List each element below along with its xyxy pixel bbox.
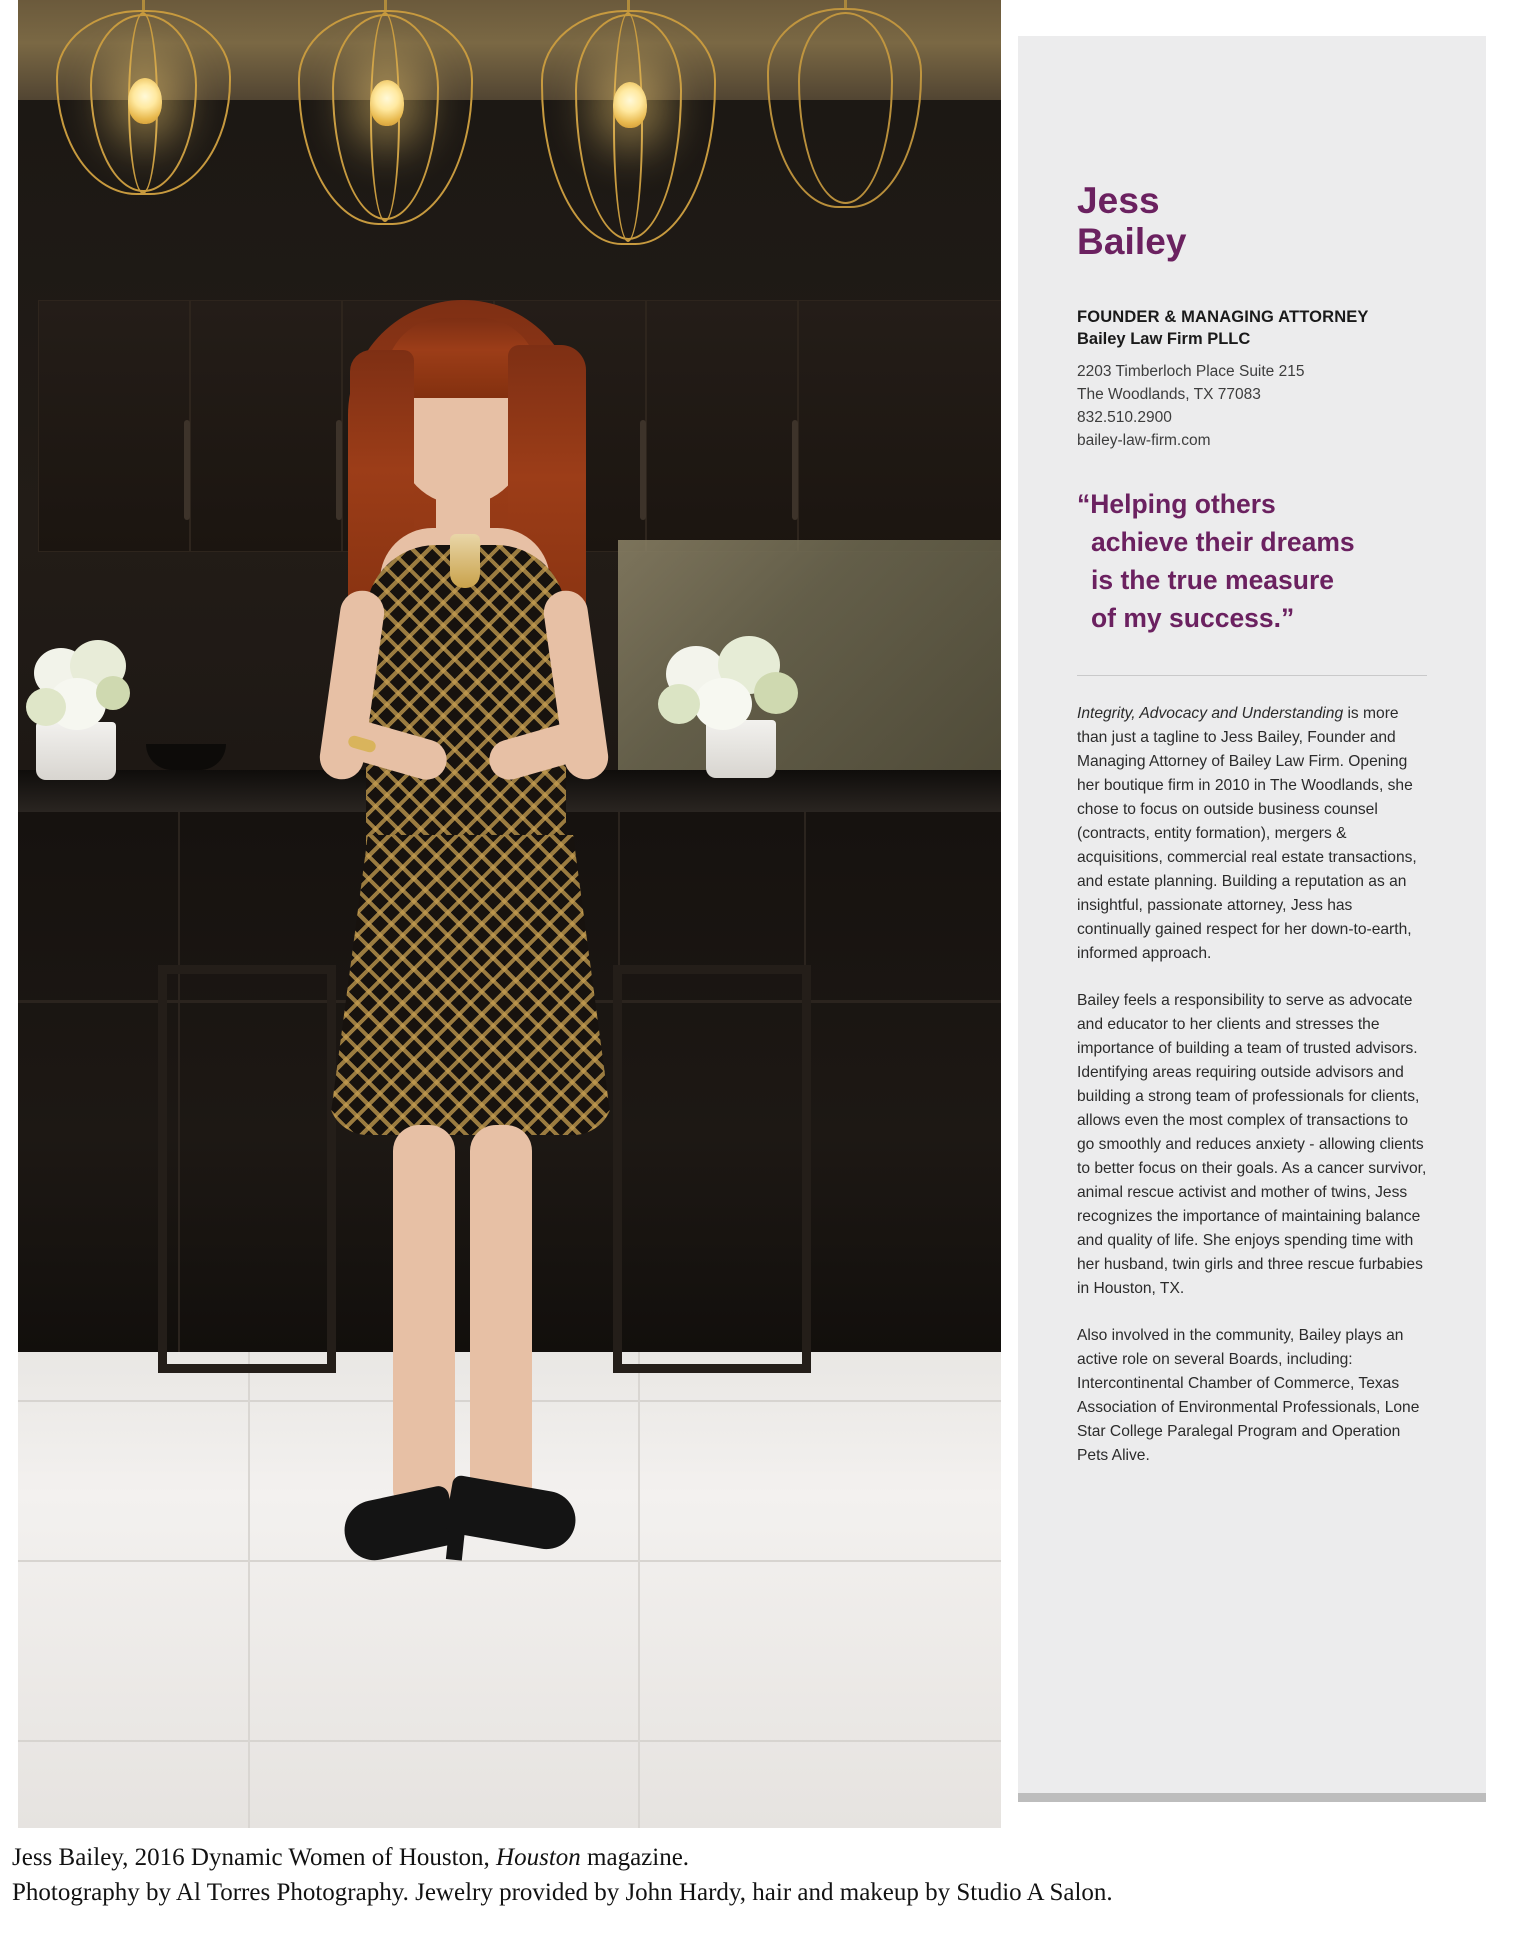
pendant-cord	[627, 0, 630, 10]
upper-cabinet	[798, 300, 1001, 552]
bio-paragraph-3: Also involved in the community, Bailey plays an active role on several Boards, including: Intercontinental Chamber of Commerce, Texas Association of Environmental Professionals, Lone Star College Paralegal Program and Operation Pets Alive.	[1077, 1327, 1420, 1464]
pendant-light	[280, 0, 490, 300]
leg-right	[470, 1125, 532, 1515]
pendant-bulb	[128, 78, 162, 124]
caption-line-1b: magazine.	[580, 1844, 690, 1871]
bio-paragraph-1-rest: is more than just a tagline to Jess Bailey, Founder and Managing Attorney of Bailey Law Firm. Opening her boutique firm in 2010 in The Woodlands, she chose to focus on outside business counsel (contracts, entity formation), mergers & acquisitions, commercial real estate transactions, and estate planning. Building a reputation as an insightful, passionate attorney, Jess has continually gained respect for her down-to-earth, informed approach.	[1077, 705, 1417, 962]
contact-block	[1077, 360, 1427, 452]
profile-content	[1077, 180, 1427, 1491]
pendant-light	[753, 0, 938, 300]
vase	[36, 722, 116, 780]
person-figure	[198, 290, 718, 1750]
caption-line-1a: Jess Bailey, 2016 Dynamic Women of Houston,	[12, 1844, 497, 1871]
dress-skirt	[328, 835, 613, 1135]
website-link[interactable]: bailey-law-firm.com	[1077, 432, 1211, 449]
cabinet-handle	[792, 420, 798, 520]
quote-line-4: of my success.”	[1091, 603, 1295, 633]
phone-number[interactable]: 832.510.2900	[1077, 409, 1172, 426]
upper-cabinet	[38, 300, 190, 552]
bio-paragraph-2: Bailey feels a responsibility to serve as advocate and educator to her clients and stresses the importance of building a team of trusted advisors. Identifying areas requiring outside advisors and building a strong team of professionals for clients, allows even the most complex of transactions to go smoothly and reduces anxiety - allowing clients to better focus on their goals. As a cancer survivor, animal rescue activist and mother of twins, Jess recognizes the importance of maintaining balance and quality of life. She enjoys spending time with her husband, twin girls and three rescue furbabies in Houston, TX.	[1077, 992, 1427, 1297]
address-line-1: 2203 Timberloch Place Suite 215	[1077, 363, 1305, 380]
pendant-cord	[142, 0, 145, 10]
last-name: Bailey	[1077, 221, 1187, 262]
pendant-cord	[384, 0, 387, 10]
hydrangea-bloom	[26, 688, 66, 726]
dress-bodice	[366, 545, 566, 845]
pendant-light	[38, 0, 248, 300]
pendant-bulb	[613, 82, 647, 128]
cabinet-handle	[184, 420, 190, 520]
pull-quote	[1077, 485, 1427, 637]
bio-paragraph-1	[1077, 702, 1427, 966]
foliage	[96, 676, 130, 710]
firm-name: Bailey Law Firm PLLC	[1077, 330, 1251, 348]
caption-line-1	[12, 1840, 1512, 1875]
bio-tagline: Integrity, Advocacy and Understanding	[1077, 705, 1344, 722]
pendant-bulb	[370, 80, 404, 126]
section-divider	[1077, 675, 1427, 676]
caption-magazine-title: Houston	[496, 1844, 581, 1871]
figure-caption	[12, 1840, 1512, 1910]
panel-bottom-rule	[1018, 1793, 1486, 1802]
quote-line-3: is the true measure	[1091, 565, 1335, 595]
necklace	[450, 534, 480, 588]
quote-line-2: achieve their dreams	[1091, 527, 1355, 557]
address-line-2: The Woodlands, TX 77083	[1077, 386, 1261, 403]
biography	[1077, 702, 1427, 1468]
foliage	[754, 672, 798, 714]
quote-line-1: “Helping others	[1077, 489, 1276, 519]
person-role: FOUNDER & MANAGING ATTORNEY	[1077, 308, 1369, 326]
portrait-photo	[18, 0, 1001, 1828]
pendant-light	[523, 0, 733, 300]
caption-line-2: Photography by Al Torres Photography. Jewelry provided by John Hardy, hair and makeup by Studio A Salon.	[12, 1879, 1113, 1906]
pendant-cord	[844, 0, 847, 8]
shoe-left	[339, 1484, 459, 1566]
leg-left	[393, 1125, 455, 1515]
person-name	[1077, 180, 1427, 262]
first-name: Jess	[1077, 180, 1160, 221]
